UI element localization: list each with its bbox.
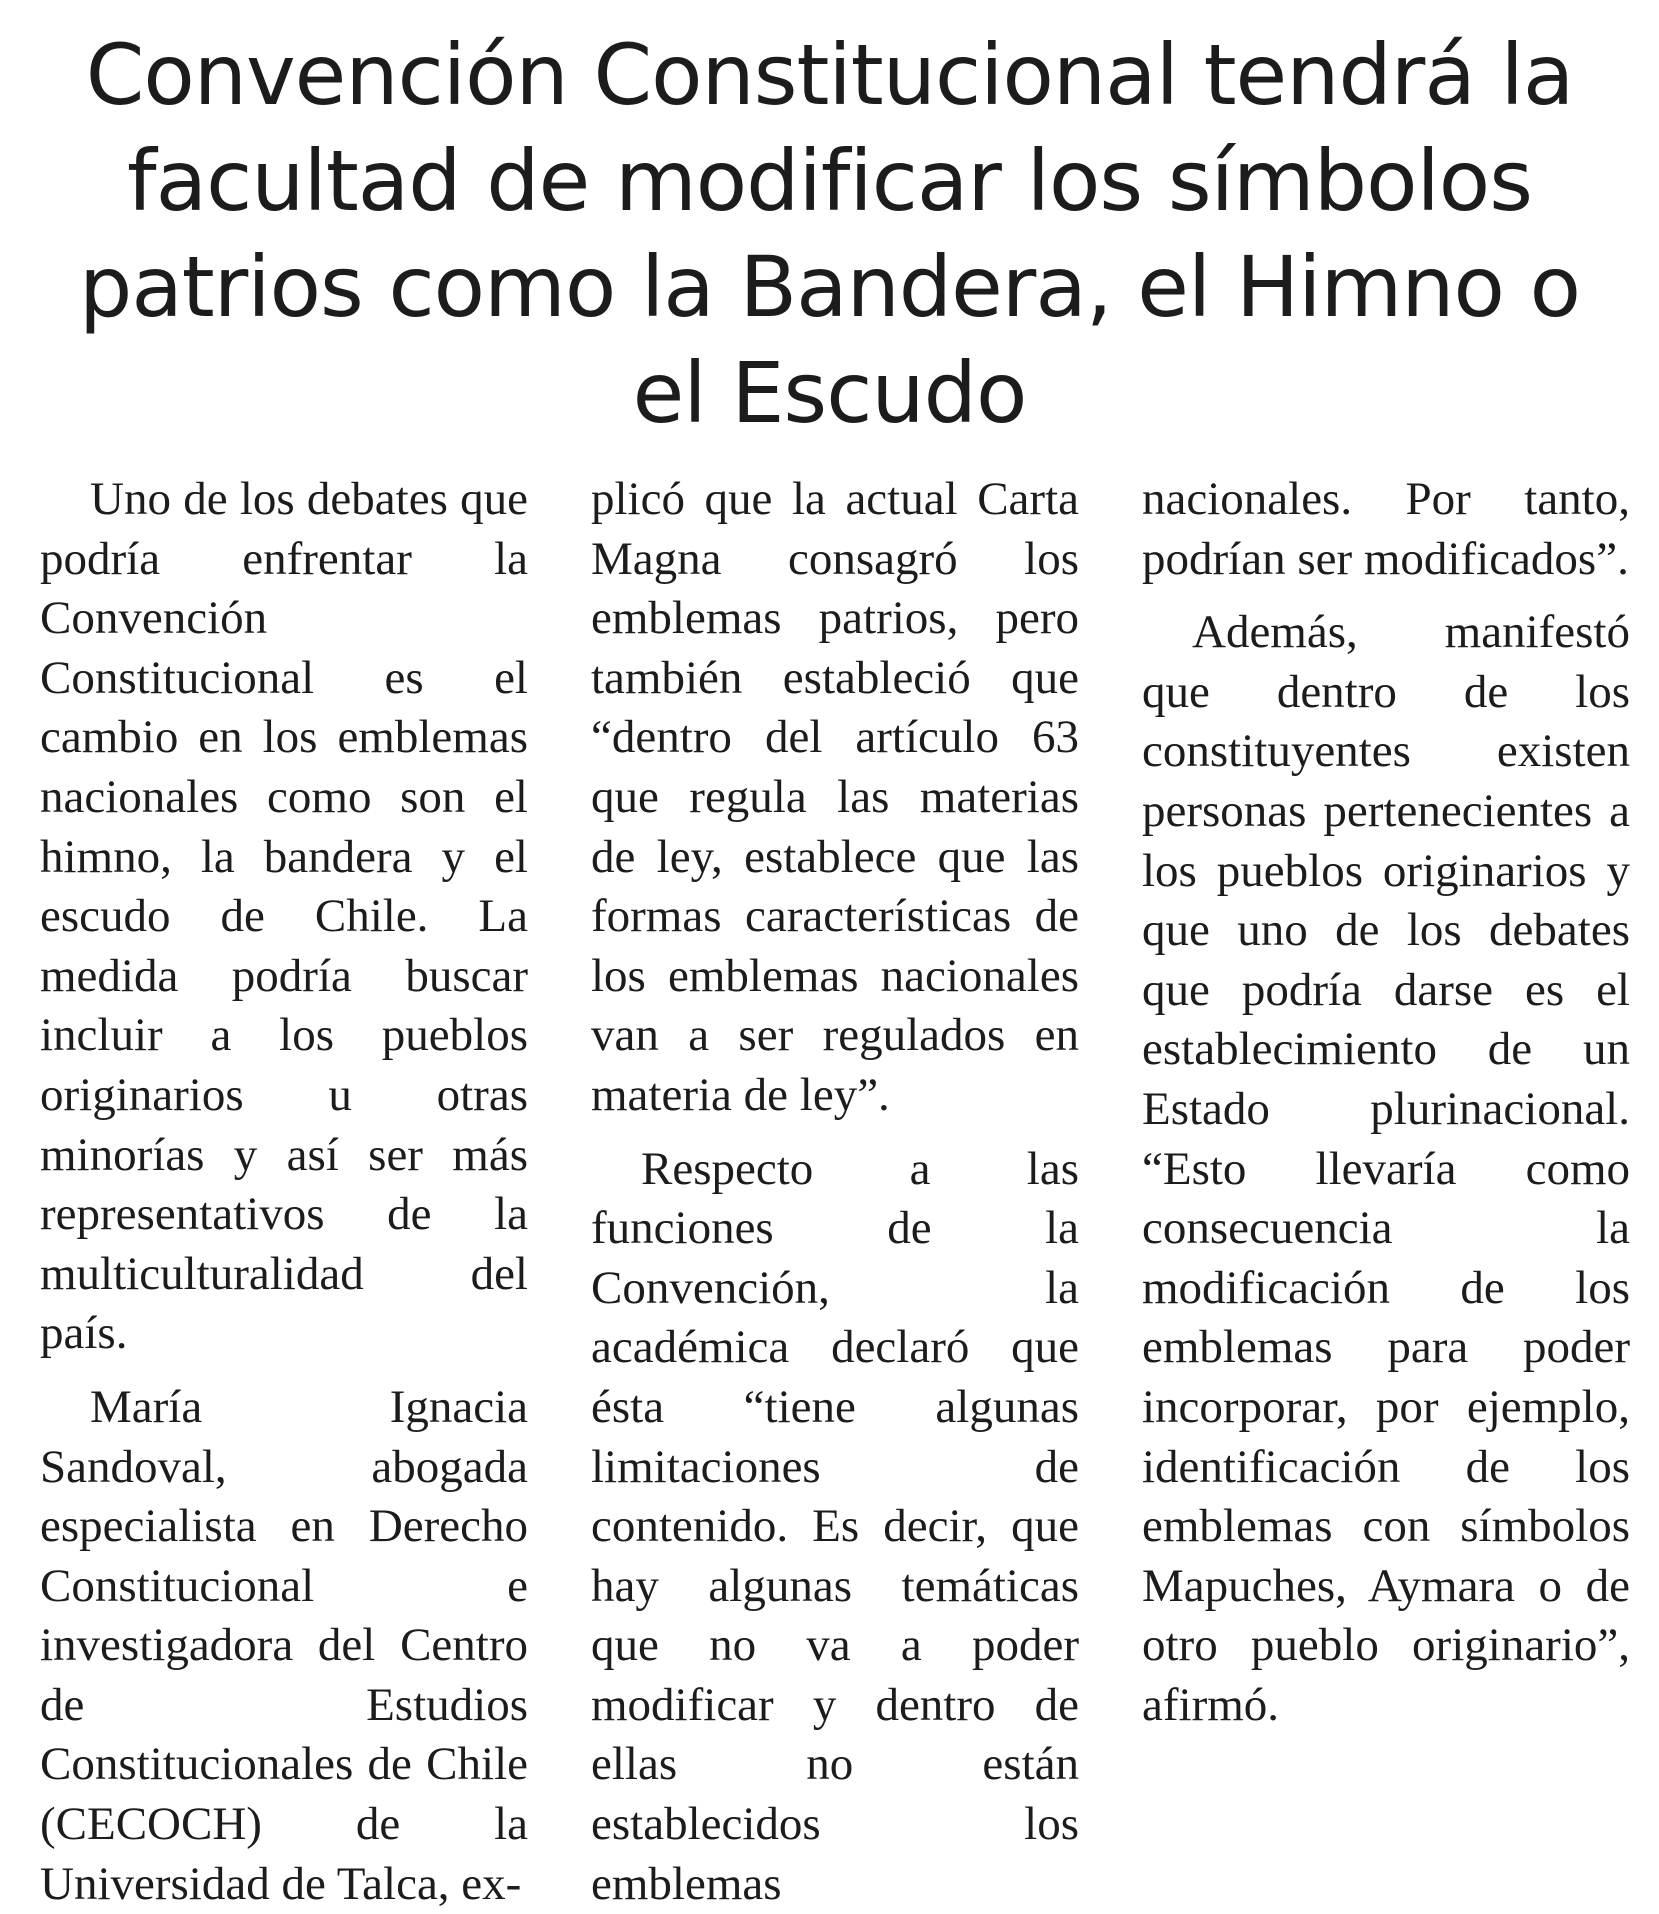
paragraph: plicó que la actual Carta Magna consagró los emblemas patrios, pero también estableció que “dentro del artículo 63 que regula las materias de ley, establece que las formas características de los emblemas nacionales van a ser regulados en materia de ley”. (591, 473, 1079, 1121)
column-2 (591, 470, 1079, 1914)
paragraph: nacionales. Por tanto, podrían ser modificados”. (1142, 473, 1630, 585)
paragraph: Respecto a las funciones de la Convención, la académica declaró que ésta “tiene algunas limitaciones de contenido. Es decir, que hay algunas temáticas que no va a poder modificar y dentro de ellas no están establecidos los emblemas (591, 1142, 1079, 1910)
paragraph: Además, manifestó que dentro de los constituyentes existen personas pertenecientes a los pueblos originarios y que uno de los debates que podría darse es el establecimiento de un Estado plurinacional. “Esto llevaría como consecuencia la modificación de los emblemas para poder incorporar, por ejemplo, identificación de los emblemas con símbolos Mapuches, Aymara o de otro pueblo originario”, afirmó. (1142, 606, 1630, 1731)
column-1 (40, 470, 528, 1914)
article-body (40, 470, 1630, 1914)
headline: Convención Constitucional tendrá la facultad de modificar los símbolos patrios como la Bandera, el Himno o el Escudo (79, 26, 1580, 442)
paragraph: Uno de los debates que podría enfrentar la Convención Constitucional es el cambio en los emblemas nacionales como son el himno, la bandera y el escudo de Chile. La medida podría buscar incluir a los pueblos originarios u otras minorías y así ser más representativos de la multiculturalidad del país. (40, 473, 528, 1360)
column-3 (1142, 470, 1630, 1914)
paragraph: María Ignacia Sandoval, abogada especialista en Derecho Constitucional e investigadora del Centro de Estudios Constitucionales de Chile (CECOCH) de la Universidad de Talca, ex- (40, 1380, 528, 1910)
